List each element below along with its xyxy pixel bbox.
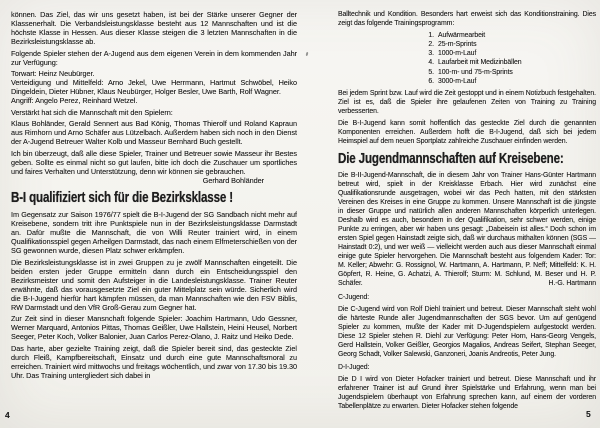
- appell-text: Ich bin überzeugt, daß alle diese Spieler, Trainer und Betreuer sowie Masseur ihr Bestes geben. Sollte es einmal nicht so gut laufen, bitte ich doch die Zuschauer um sportliches und faires Verhalten und Unterstützung, denn wir können sie gebrauchen.: [11, 148, 297, 176]
- training-program-item: [425, 77, 596, 86]
- paragraph-b1-gruppen: Die Bezirksleistungsklasse ist in zwei Gruppen zu je zwölf Mannschaften eingeteilt. Die beiden ersten jeder Gruppe ermitteln dann durch ein Entscheidungsspiel den Bezirksmeister und somit den Aufsteiger in die Landesleistungsklasse. Trainer Reuter erwähnte, daß das vorausgesetzte Ziel ein guter Mittelplatz sein würde. Sicherlich wird die B-I-Jugend hierfür hart kämpfen müssen, da man Mannschaften wie den FSV Biblis, RW Darmstadt und den VfR Groß-Gerau zum Gegner hat.: [11, 257, 297, 312]
- item-label: 3000-m-Lauf: [438, 77, 477, 85]
- item-number: 1.: [428, 31, 434, 39]
- roster-line-torwart: Torwart: Heinz Neubürger.: [11, 69, 95, 79]
- paragraph-c-jugend: Die C-Jugend wird von Rolf Diehl trainiert und betreut. Dieser Mannschaft steht wohl die härteste Runde aller Jugendmannschaften der SGS bevor. Um auf genügend Spieler zu kommen, mußte der Kader mit D-Jugendspielern aufgestockt werden. Diese 12 Spieler stehen R. Diehl zur Verfügung: Peter Horn, Hans-Georg Vengels, Gerd Hallstein, Volker Geißler, Georgios Magalios, Andreas Seifert, Stephan Seeger, Georg Schadt, Volker Salewski, Ganzoneri, Joanis Andreotis, Peter Jung.: [338, 305, 596, 358]
- page-number-left: 4: [5, 410, 10, 420]
- paragraph-neuzugaenge: Klaus Bohländer, Gerald Sennert aus Bad König, Thomas Thierolf und Roland Kapraun aus Rimhorn und Arno Schäfer aus Lützelbach. Außerdem haben sich noch in den Dienst der A-Jugend Betreuer Walter Kolb und Masseur Bernhard Buch gestellt.: [11, 119, 297, 147]
- item-label: 100-m- und 75-m-Sprints: [438, 68, 513, 76]
- paragraph-appell: [11, 149, 297, 185]
- paragraph-folgende-spieler: Folgende Spieler stehen der A-Jugend aus dem eigenen Verein in dem kommenden Jahr zur Verfügung:: [11, 48, 297, 67]
- paragraph-balltechnik: Balltechnik und Kondition. Besonders hart erweist sich das Konditionstraining. Dies zeigt das folgende Trainingsprogramm:: [338, 11, 596, 28]
- paragraph-b1-spielerliste: Zur Zeit sind in dieser Mansnchaft folgende Spieler: Joachim Hartmann, Udo Gessner, Werner Marquard, Antonios Pittas, Thomas Geißler, Uwe Hallstein, Heini Heusel, Norbert Seeger, Peter Koch, Volker Balonier, Juan Carlos Perez-Olano, J. Raitz und Heiko Dede.: [11, 314, 297, 342]
- training-program-list: [425, 31, 596, 86]
- signature-gerhard-bohlaender: Gerhard Bohländer: [202, 175, 264, 185]
- page-left: [11, 10, 297, 380]
- paragraph-hoffnung: Die B-I-Jugend kann somit hoffentlich das gesteckte Ziel durch die genannten Komponenten erreichen. Außerdem hofft die B-I-Jugend, daß sich bei jedem Heimspiel auf dem neuen Sportplatz zahlreiche Zuschauer einfinden werden.: [338, 119, 596, 145]
- subheading-c-jugend: C-Jugend:: [338, 293, 370, 301]
- item-label: Aufwärmearbeit: [438, 31, 486, 39]
- item-number: 4.: [428, 59, 434, 67]
- training-program-item: [425, 68, 596, 77]
- training-program-item: [425, 31, 596, 40]
- page-right: [338, 10, 596, 411]
- subheading-d1-jugend: D-I-Juged:: [338, 364, 370, 372]
- scan-artifact: [306, 52, 309, 56]
- b2-text: Die B-II-Jugend-Mannschaft, die in diesem Jahr von Trainer Hans-Günter Hartmann betreut wird, spielt in der Kreisklasse Erbach. Hier wird zunächst eine Qualifikationsrunde ausgetragen, wobei wir das Pech hatten, mit den stärksten Vereinen des Kreises in eine Gruppe zu kommen. Unsere Mannschaft ist die jüngste in dieser Gruppe und natürlich allen anderen Mannschaften körperlich unterlegen. Deshalb wird es auch, besondern in der Qualifikation, sehr schwer werden, einige Punkte zu erringen, aber wir haben uns gesagt: „Dabeisein ist alles.“ Doch schon im ersten Spiel gegen Hainstadt zeigte sich, daß wir durchaus mithalten können (SGS — Hainstadt 0:2), und wer weiß — vielleicht werden auch aus dieser Mannschaft einmal einige gute Spieler hervorgehen. Die Mannschaft besteht aus folgendem Kader: Tor: M. Keller; Abwehr: G. Rossignol, W. Hartmann, A. Hartmann, P. Neff; Mittelfeld: K. H. Göpfert, R. Heine, G. Achatzi, A. Thierolf; Sturm: M. Schlund, M. Beser und H. P. Schäfer.: [338, 171, 596, 288]
- signature-hg-hartmann: H.-G. Hartmann: [548, 280, 596, 288]
- paragraph-b2-jugend: [338, 171, 596, 289]
- paragraph-zeiten: Bei jedem Sprint bzw. Lauf wird die Zeit gestoppt und in einem Notizbuch festgehalten. Ziel ist es, daß die Spieler ihre gelaufenen Zeiten von Training zu Training verbesserten.: [338, 89, 596, 115]
- training-program-item: [425, 58, 596, 67]
- training-program-item: [425, 49, 596, 58]
- paragraph-verstaerkt: Verstärkt hat sich die Mannschaft mit den Spielern:: [11, 107, 173, 117]
- page-number-right: 5: [586, 409, 591, 419]
- item-label: 1000-m-Lauf: [438, 50, 477, 58]
- paragraph-b1-training: Das harte, aber gezielte Training zeigt, daß die Spieler bereit sind, das gesteckte Ziel durch Fleiß, Kampfbereitschaft, Einsatz und durch eine gute Mannschaftsmoral zu erreichen. Trainiert wird mittwochs und freitags wöchentlich, und zwar von 17.30 bis 19.30 Uhr. Das Training untergliedert sich dabei in: [11, 343, 297, 380]
- item-label: Laufarbeit mit Medizinbällen: [438, 59, 522, 67]
- roster-line-angriff: Angriff: Angelo Perez, Reinhard Wetzel.: [11, 96, 138, 106]
- headline-kreisebene: Die Jugendmannschaften auf Kreisebene:: [338, 150, 564, 167]
- item-number: 2.: [428, 40, 434, 48]
- training-program-item: [425, 40, 596, 49]
- item-number: 5.: [428, 68, 434, 76]
- paragraph-d1-jugend: Die D I wird von Dieter Hofacker trainiert und betreut. Diese Mannschaft und ihr erfahrener Trainer ist auf Grund ihrer Spielstärke und Erfahrung, wenn man bei Jugendspielern überhaupt von Erfahrung sprechen kann, auf einem der vorderen Tabellenplätze zu erwarten. Dieter Hofacker stehen folgende: [338, 375, 596, 411]
- headline-b1-bezirksklasse: B-I qualifiziert sich für die Bezirksklasse !: [11, 189, 233, 206]
- paragraph-b1-qualifikation: Im Gegensatz zur Saison 1976/77 spielt die B-I-Jugend der SG Sandbach nicht mehr auf Kreisebene, sondern tritt ihre Punktspiele nun in der Bezirksleistungsklasse Darmstadt an. Dafür mußte die Mannschaft, die von Willi Reuter trainiert wird, in einem Qualifikationsspiel gegen Arheilgen Darmstadt, das nach einem Elfmeterschießen von der SG gewonnen wurde, diesen Platz schwer erkämpfen.: [11, 209, 297, 255]
- paragraph-a-jugend-continuation: können. Das Ziel, das wir uns gesetzt haben, ist bei der Stärke unserer Gegner der Klassenerhalt. Die Verbandsleistungsklasse besteht aus 12 Mannschaften und ist die höchste Klasse in Hessen. Aus dieser Klasse steigen die 3 letzten Mannschaften in die Bezirksleistungsklasse ab.: [11, 10, 297, 46]
- item-number: 3.: [428, 50, 434, 58]
- roster-line-verteidigung: Verteidigung und Mittelfeld: Arno Jekel, Uwe Herrmann, Hartmut Schwöbel, Heiko Dingeldein, Dieter Hübner, Klaus Neubürger, Holger Besler, Uwe Barth, Rolf Wagner.: [11, 78, 297, 97]
- item-label: 25-m-Sprints: [438, 40, 477, 48]
- item-number: 6.: [428, 77, 434, 85]
